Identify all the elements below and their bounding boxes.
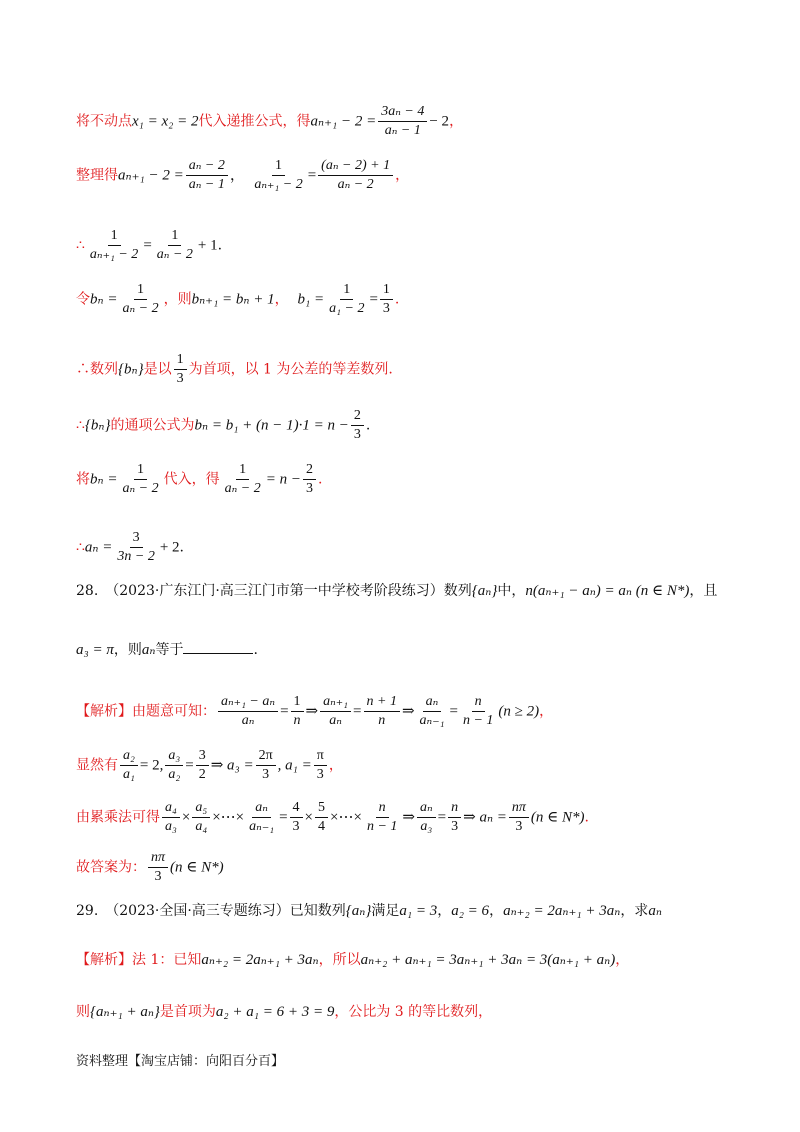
text: 显然有 xyxy=(76,757,118,774)
fraction xyxy=(448,800,461,835)
formula: bₙ = xyxy=(90,471,118,488)
fraction xyxy=(291,694,304,729)
fraction xyxy=(154,228,196,263)
formula: a₁ = 3 xyxy=(399,903,438,919)
fraction xyxy=(314,748,327,783)
denominator: aₙ − 2 xyxy=(337,177,374,193)
times: ×⋯× xyxy=(330,809,362,826)
text: ， xyxy=(449,113,464,130)
fraction xyxy=(351,408,364,443)
fraction xyxy=(315,800,328,835)
denominator: aₙ − 2 xyxy=(122,301,159,317)
solution-line-7 xyxy=(76,462,322,497)
denominator: n − 1 xyxy=(366,819,398,835)
text: . xyxy=(394,291,400,308)
numerator: 1 xyxy=(291,694,304,712)
numerator: 5 xyxy=(315,800,328,818)
text: 是以 xyxy=(143,361,172,378)
fraction xyxy=(318,158,393,193)
answer-28-line-3 xyxy=(76,800,589,835)
denominator: n xyxy=(293,713,301,729)
fraction xyxy=(196,748,209,783)
equals: = xyxy=(437,809,447,826)
numerator: nπ xyxy=(148,850,168,868)
fraction xyxy=(186,158,228,193)
denominator: 3 xyxy=(154,869,162,885)
solution-line-1 xyxy=(76,104,463,139)
text: . xyxy=(584,809,589,826)
formula: = n − xyxy=(265,471,301,488)
solution-line-4 xyxy=(76,282,399,317)
equals: = xyxy=(449,703,458,720)
denominator: n − 1 xyxy=(462,713,494,729)
fraction xyxy=(120,748,138,783)
formula: a₃ = π xyxy=(76,642,114,658)
denominator: aₙ₊₁ − 2 xyxy=(89,247,139,263)
text: 由累乘法可得 xyxy=(76,809,160,826)
numerator: 1 xyxy=(134,282,147,300)
numerator: n xyxy=(448,800,461,818)
formula: bₙ = b₁ + (n − 1)·1 = n − xyxy=(194,417,349,434)
fraction xyxy=(378,104,427,139)
text: 故答案为： xyxy=(76,859,146,876)
formula: , a₁ = xyxy=(277,757,312,774)
text: 代入，得 xyxy=(163,471,220,488)
formula: aₙ₊₂ = 2aₙ₊₁ + 3aₙ xyxy=(201,952,319,968)
text: 由题意可知： xyxy=(132,703,216,720)
denominator: 3 xyxy=(451,819,459,835)
equals: = xyxy=(143,237,152,254)
text: ， xyxy=(615,952,630,968)
denominator: aₙ − 2 xyxy=(224,481,261,497)
denominator: aₙ xyxy=(241,713,255,729)
times: × xyxy=(304,809,314,826)
denominator: aₙ₋₁ xyxy=(249,819,275,835)
formula: = 2, xyxy=(139,757,164,774)
numerator: 1 xyxy=(380,282,393,300)
numerator: aₙ₊₁ xyxy=(320,694,351,712)
denominator: 3 xyxy=(316,767,324,783)
formula: (n ∈ N*) xyxy=(170,859,224,876)
fraction xyxy=(114,530,157,565)
question-text: 等于 xyxy=(155,642,184,658)
fraction xyxy=(417,694,448,729)
text: 整理得 xyxy=(76,167,118,184)
fraction xyxy=(460,694,496,729)
denominator: a₃ xyxy=(420,819,433,835)
text: ， xyxy=(274,291,289,308)
numerator: a₃ xyxy=(165,748,183,766)
text: 的通项公式为 xyxy=(110,417,195,434)
solution-line-2: 整理得aₙ₊₁ − 2 = $\frac{\text{aₙ − 2}}{\text{aₙ − 1}}$ ， $\frac{1}{\text{aₙ₊₁ − 2}}$ = $\frac{\text{(aₙ − 2) + 1}}{\text{aₙ − 2}}$ ， xyxy=(76,158,410,193)
question-text: 满足 xyxy=(371,903,400,919)
formula: {aₙ} xyxy=(345,903,372,919)
denominator: 3n − 2 xyxy=(117,549,155,565)
formula: {bₙ} xyxy=(84,417,111,434)
question-text: ，求 xyxy=(620,903,649,919)
denominator: 3 xyxy=(292,819,300,835)
answer-28-line-1 xyxy=(76,694,553,729)
solution-line-5 xyxy=(76,352,393,387)
formula: aₙ₊₁ − 2 = xyxy=(118,167,184,184)
fraction xyxy=(251,158,305,193)
denominator: 3 xyxy=(262,767,270,783)
formula: aₙ = xyxy=(84,539,113,556)
denominator: 2 xyxy=(198,767,206,783)
numerator: 1 xyxy=(272,158,285,176)
fraction xyxy=(119,282,161,317)
denominator: a₁ xyxy=(123,767,135,783)
numerator: nπ xyxy=(509,800,529,818)
fraction xyxy=(165,748,183,783)
numerator: 1 xyxy=(168,228,181,246)
denominator: 3 xyxy=(353,427,361,443)
denominator: aₙ₋₁ xyxy=(419,713,445,729)
formula: bₙ₊₁ = bₙ + 1 xyxy=(191,291,275,308)
formula: {aₙ₊₁ + aₙ} xyxy=(90,1004,160,1020)
numerator: 1 xyxy=(236,462,249,480)
formula: aₙ xyxy=(141,642,156,658)
numerator: 2 xyxy=(303,462,316,480)
numerator: 1 xyxy=(174,352,187,370)
answer-28-line-4 xyxy=(76,850,224,885)
fraction xyxy=(326,282,367,317)
text: ， xyxy=(395,167,410,184)
fraction xyxy=(320,694,351,729)
text: . xyxy=(317,471,323,488)
formula: b₁ = xyxy=(297,291,325,308)
fraction xyxy=(364,800,400,835)
denominator: a₁ − 2 xyxy=(329,301,365,317)
fraction xyxy=(290,800,303,835)
text: ∴数列 xyxy=(76,361,118,378)
equals: = xyxy=(279,809,288,826)
answer-29-line-1 xyxy=(76,953,629,968)
question-28-line-2 xyxy=(76,641,258,658)
fraction xyxy=(222,462,264,497)
formula: (n ∈ N*) xyxy=(530,809,585,826)
fraction xyxy=(87,228,141,263)
text: . xyxy=(179,539,184,556)
question-28-line-1 xyxy=(76,584,717,599)
fraction xyxy=(174,352,187,387)
numerator: 3 xyxy=(130,530,143,548)
text: 是首项为 xyxy=(159,1004,216,1020)
formula: aₙ xyxy=(648,903,662,919)
text: 令 xyxy=(76,291,90,308)
fraction xyxy=(119,462,161,497)
formula: a₂ + a₁ = 6 + 3 = 9 xyxy=(215,1004,335,1020)
fraction xyxy=(509,800,529,835)
numerator: 1 xyxy=(340,282,353,300)
formula: + 1 xyxy=(197,237,218,254)
denominator: 3 xyxy=(382,301,390,317)
numerator: aₙ xyxy=(423,694,442,712)
equals: = xyxy=(369,291,378,308)
numerator: 2 xyxy=(351,408,364,426)
times: ×⋯× xyxy=(212,809,245,826)
text: ， xyxy=(539,703,554,720)
question-text: ，且 xyxy=(689,583,718,599)
analysis-tag: 【解析】 xyxy=(76,703,132,720)
solution-line-6 xyxy=(76,408,370,443)
formula: + 2 xyxy=(159,539,180,556)
denominator: a₂ xyxy=(168,767,181,783)
text: ，所以 xyxy=(318,952,361,968)
question-text: 中， xyxy=(497,583,526,599)
question-text: 29. （2023·全国·高三专题练习）已知数列 xyxy=(76,903,346,919)
equals: = xyxy=(185,757,194,774)
text: 将不动点 xyxy=(76,113,132,130)
fraction xyxy=(246,800,277,835)
fraction xyxy=(303,462,316,497)
solution-line-3 xyxy=(76,228,222,263)
formula: aₙ₊₁ − 2 = xyxy=(310,113,377,130)
numerator: 1 xyxy=(108,228,121,246)
formula: {bₙ} xyxy=(118,361,144,378)
formula: aₙ₊₂ + aₙ₊₁ = 3aₙ₊₁ + 3aₙ = 3(aₙ₊₁ + aₙ) xyxy=(360,952,616,968)
fraction xyxy=(148,850,168,885)
text: 代入递推公式，得 xyxy=(198,113,311,130)
answer-29-line-2 xyxy=(76,1005,492,1020)
numerator: n xyxy=(472,694,485,712)
question-text: 28. （2023·广东江门·高三江门市第一中学校考阶段练习）数列 xyxy=(76,583,472,599)
numerator: a₂ xyxy=(120,748,138,766)
text: 则 xyxy=(76,1004,90,1020)
denominator: 4 xyxy=(318,819,326,835)
denominator: 3 xyxy=(176,371,184,387)
numerator: 3aₙ − 4 xyxy=(378,104,427,122)
text: 法 1：已知 xyxy=(132,952,202,968)
question-text: . xyxy=(253,642,258,658)
denominator: a₄ xyxy=(195,819,208,835)
question-text: ， xyxy=(489,903,504,919)
numerator: 1 xyxy=(134,462,147,480)
numerator: aₙ xyxy=(417,800,436,818)
fraction xyxy=(380,282,393,317)
numerator: aₙ xyxy=(252,800,271,818)
text: . xyxy=(365,417,371,434)
text: ，则 xyxy=(163,291,192,308)
denominator: aₙ − 2 xyxy=(122,481,159,497)
therefore-symbol: ∴ xyxy=(76,539,85,556)
question-text: ，则 xyxy=(113,642,142,658)
denominator: n xyxy=(378,713,386,729)
fraction xyxy=(417,800,436,835)
text: 为首项，以 1 为公差的等差数列. xyxy=(188,361,393,378)
denominator: aₙ₊₁ − 2 xyxy=(254,177,303,193)
analysis-tag: 【解析】 xyxy=(76,952,132,968)
text: ， xyxy=(328,757,343,774)
formula: aₙ₊₂ = 2aₙ₊₁ + 3aₙ xyxy=(503,903,621,919)
answer-28-line-2 xyxy=(76,748,343,783)
times: × xyxy=(181,809,191,826)
therefore-symbol: ∴ xyxy=(76,237,85,254)
question-29 xyxy=(76,904,662,919)
formula: a₂ = 6 xyxy=(451,903,490,919)
formula: ⇒ a₃ = xyxy=(210,757,254,774)
text: . xyxy=(217,237,223,254)
numerator: aₙ − 2 xyxy=(186,158,228,176)
numerator: a₄ xyxy=(162,800,180,818)
fraction xyxy=(162,800,180,835)
numerator: a₅ xyxy=(192,800,210,818)
numerator: 4 xyxy=(290,800,303,818)
denominator: aₙ − 1 xyxy=(384,123,421,139)
text: 将 xyxy=(76,471,90,488)
equals: = xyxy=(280,703,289,720)
numerator: n + 1 xyxy=(364,694,400,712)
fraction xyxy=(192,800,210,835)
implies: ⇒ xyxy=(401,703,415,720)
denominator: aₙ − 1 xyxy=(188,177,225,193)
numerator: 2π xyxy=(256,748,276,766)
equals: = xyxy=(353,703,362,720)
implies: ⇒ xyxy=(305,703,319,720)
question-text: ， xyxy=(437,903,452,919)
fraction xyxy=(218,694,278,729)
therefore-symbol: ∴ xyxy=(76,417,85,434)
numerator: aₙ₊₁ − aₙ xyxy=(218,694,278,712)
formula: (n ≥ 2) xyxy=(498,703,540,720)
denominator: 3 xyxy=(305,481,313,497)
formula: {aₙ} xyxy=(471,583,498,599)
solution-line-8 xyxy=(76,530,184,565)
denominator: a₃ xyxy=(165,819,177,835)
formula: n(aₙ₊₁ − aₙ) = aₙ (n ∈ N*) xyxy=(525,583,690,599)
text: ，公比为 3 的等比数列， xyxy=(334,1004,493,1020)
formula: − 2 xyxy=(429,113,450,130)
equals: = xyxy=(307,167,317,184)
numerator: 3 xyxy=(196,748,209,766)
formula: bₙ = xyxy=(90,291,118,308)
fraction xyxy=(256,748,276,783)
denominator: aₙ − 2 xyxy=(156,247,193,263)
numerator: n xyxy=(376,800,389,818)
fraction xyxy=(364,694,400,729)
numerator: π xyxy=(314,748,327,766)
footer-note: 资料整理【淘宝店铺：向阳百分百】 xyxy=(76,1054,285,1069)
denominator: aₙ xyxy=(329,713,342,729)
numerator: (aₙ − 2) + 1 xyxy=(318,158,393,176)
answer-blank xyxy=(183,641,253,654)
formula: x₁ = x₂ = 2 xyxy=(132,113,199,130)
implies: ⇒ xyxy=(402,809,415,826)
denominator: 3 xyxy=(515,819,523,835)
formula: ⇒ aₙ = xyxy=(463,809,507,826)
